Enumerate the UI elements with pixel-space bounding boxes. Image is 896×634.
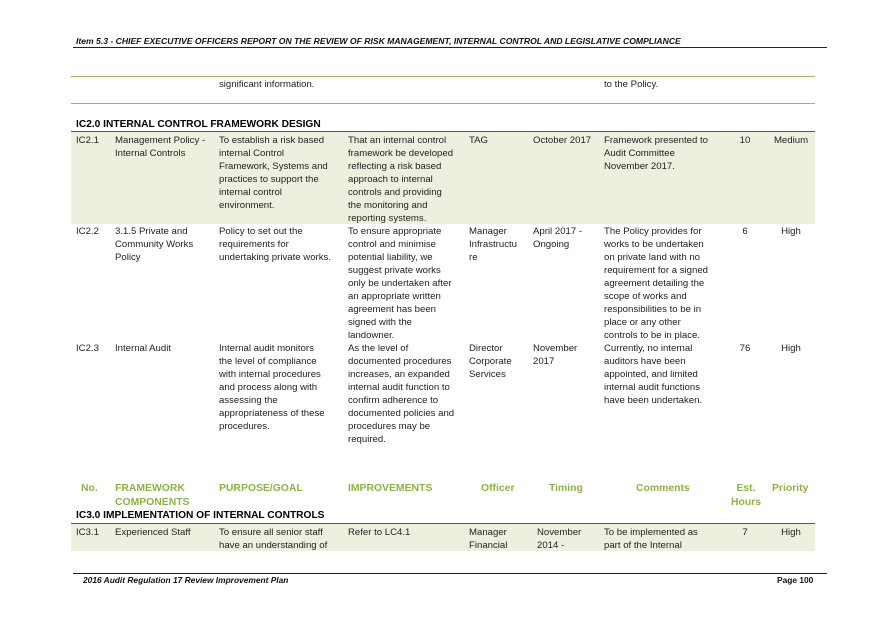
page-number: Page 100: [777, 575, 814, 585]
cell-improvements: To ensure appropriate control and minimise potential liability, we suggest private works only be undertaken after an appropriate written agreement has been signed with the landowner.: [348, 226, 452, 341]
cell-priority: High: [781, 226, 801, 237]
cell-hours: 76: [739, 343, 751, 354]
cell-component: 3.1.5 Private and Community Works Policy: [115, 226, 194, 263]
cell-no: IC2.2: [76, 226, 99, 237]
cell-timing: November 2017: [533, 343, 578, 367]
cell-priority: Medium: [773, 135, 809, 146]
cell-hours: 7: [742, 527, 748, 538]
cell-improvements: As the level of documented procedures increases, an expanded internal audit function to confirm adherence to documented policies and procedures may be required.: [348, 343, 455, 445]
cell-timing: November 2014 -: [537, 527, 582, 551]
row-divider: [71, 103, 815, 104]
cell-improvements: That an internal control framework be developed reflecting a risk based approach to internal controls and providing the monitoring and reporting systems.: [348, 135, 454, 224]
cell-purpose: Internal audit monitors the level of compliance with internal procedures and process along with assessing the appropriateness of these procedures.: [219, 343, 325, 432]
column-header-comments: Comments: [636, 483, 690, 494]
cell-comments: The Policy provides for works to be undertaken on private land with no requirement for a signed agreement detailing the scope of works and responsibilities to be in place or any other controls to be in place.: [604, 226, 708, 341]
cell-comments: Framework presented to Audit Committee November 2017.: [604, 135, 708, 172]
cell-officer: TAG: [469, 135, 489, 146]
cell-purpose: To establish a risk based internal Control Framework, Systems and practices to support the internal control environment.: [219, 135, 328, 211]
column-header-hours: Est. Hours: [730, 483, 762, 508]
row-divider: [71, 76, 815, 77]
cell-timing: April 2017 - Ongoing: [533, 226, 583, 250]
cell-improvements: Refer to LC4.1: [348, 527, 411, 538]
cell-priority: High: [781, 343, 801, 354]
cell-comments: To be implemented as part of the Internal: [604, 527, 698, 551]
cell-timing: October 2017: [533, 135, 592, 146]
cell-no: IC3.1: [76, 527, 99, 538]
cell-priority: High: [781, 527, 801, 538]
header-divider: [73, 47, 827, 48]
cell-component: Internal Audit: [115, 343, 172, 354]
cell-hours: 6: [742, 226, 748, 237]
continuation-purpose: significant information.: [219, 79, 315, 90]
continuation-comments: to the Policy.: [604, 79, 659, 90]
column-header-officer: Officer: [481, 483, 515, 494]
column-header-timing: Timing: [549, 483, 583, 494]
column-header-priority: Priority: [772, 483, 809, 494]
column-header-improvements: IMPROVEMENTS: [348, 483, 433, 494]
footer-document-title: 2016 Audit Regulation 17 Review Improvement Plan: [83, 575, 289, 585]
cell-component: Experienced Staff: [115, 527, 191, 538]
section-title-ic3: IC3.0 IMPLEMENTATION OF INTERNAL CONTROLS: [76, 510, 325, 521]
cell-purpose: Policy to set out the requirements for undertaking private works.: [219, 226, 331, 263]
column-header-component: FRAMEWORK COMPONENTS: [115, 483, 190, 508]
footer-divider: [73, 573, 827, 574]
cell-purpose: To ensure all senior staff have an understanding of: [219, 527, 328, 551]
cell-no: IC2.3: [76, 343, 99, 354]
cell-hours: 10: [739, 135, 751, 146]
document-header-title: Item 5.3 - CHIEF EXECUTIVE OFFICERS REPORT ON THE REVIEW OF RISK MANAGEMENT, INTERNAL CONTROL AND LEGISLATIVE COMPLIANCE: [76, 36, 681, 46]
cell-no: IC2.1: [76, 135, 99, 146]
cell-officer: Manager Infrastructu re: [469, 226, 517, 263]
cell-officer: Director Corporate Services: [469, 343, 512, 380]
section-title-ic2: IC2.0 INTERNAL CONTROL FRAMEWORK DESIGN: [76, 119, 321, 130]
column-header-purpose: PURPOSE/GOAL: [219, 483, 303, 494]
cell-component: Management Policy - Internal Controls: [115, 135, 206, 159]
cell-officer: Manager Financial: [469, 527, 508, 551]
column-header-no: No.: [81, 483, 98, 494]
cell-comments: Currently, no internal auditors have been appointed, and limited internal audit functions have been undertaken.: [604, 343, 703, 406]
